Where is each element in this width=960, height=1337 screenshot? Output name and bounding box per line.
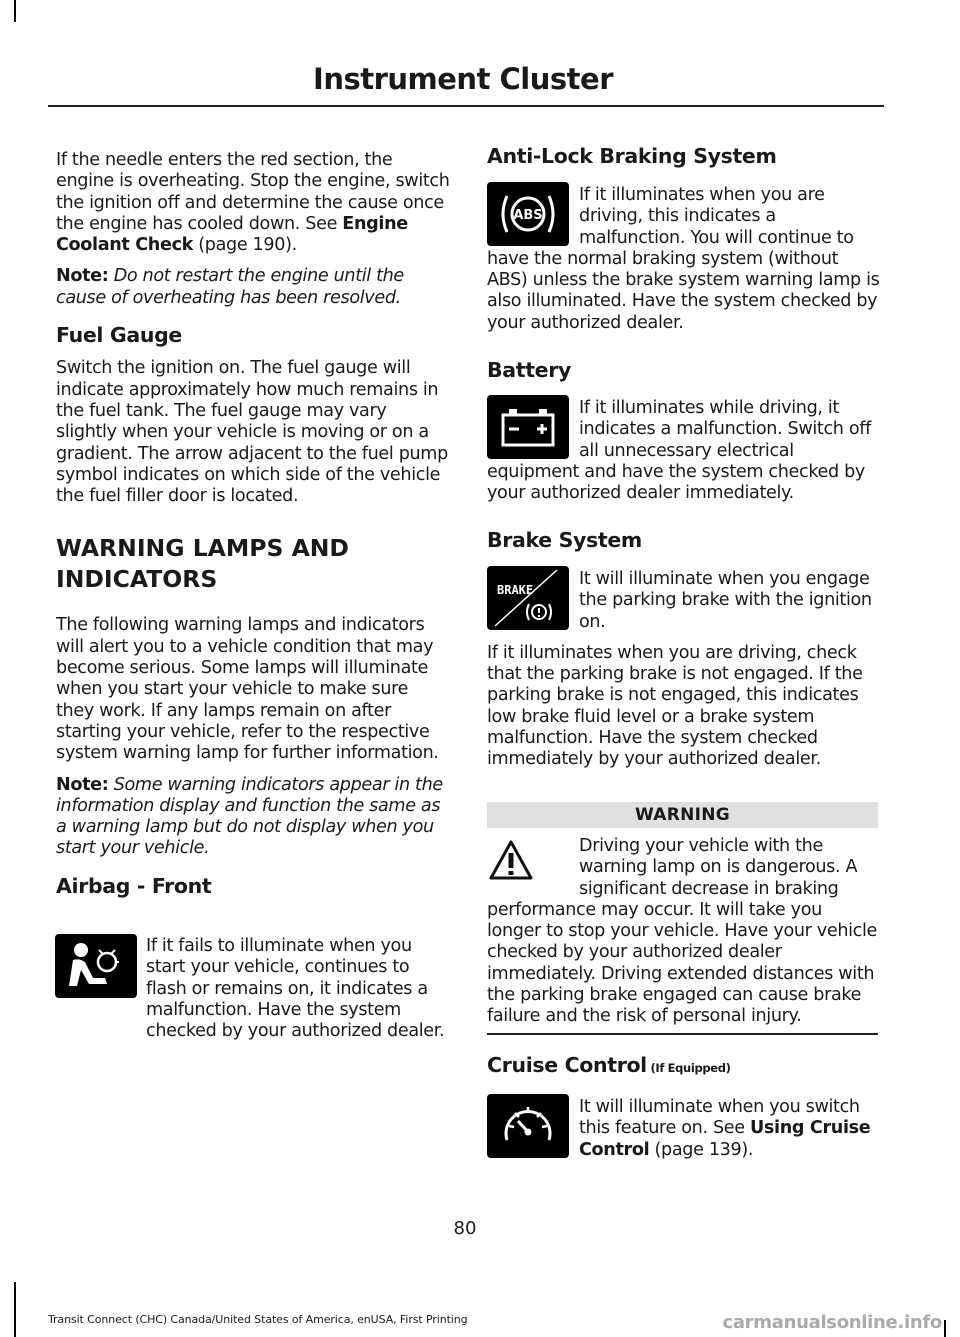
airbag-text: If it fails to illuminate when you start your vehicle, continues to flash or remains on, it indicates a malfunction. Have the system checked by your authorized dealer.: [146, 936, 445, 1042]
coolant-paragraph: If the needle enters the red section, the engine is overheating. Stop the engine, switch the ignition off and determine the cause once the engine has cooled down. See Engine Coolant Check (page 190).: [56, 150, 450, 256]
warning-lamps-heading-2: INDICATORS: [56, 565, 218, 594]
brake-text: It will illuminate when you engage the parking brake with the ignition on. If it illuminates when you are driving, check that the parking brake is not engaged. If the parking brake is not engaged, this indicates low brake fluid level or a brake system malfunction. Have the system checked immediately by your authorized dealer.: [487, 569, 872, 770]
crop-mark-top-left: [14, 0, 16, 22]
header-rule: [48, 105, 884, 107]
page-number: 80: [453, 1218, 477, 1239]
note-overheating: Note: Do not restart the engine until the cause of overheating has been resolved.: [56, 266, 404, 308]
fuel-gauge-heading: Fuel Gauge: [56, 323, 182, 348]
engine-coolant-link[interactable]: Engine Coolant Check: [56, 213, 408, 256]
crop-mark-bottom-right: [944, 1320, 946, 1337]
abs-icon-label: ABS: [513, 208, 543, 223]
using-cruise-control-link[interactable]: Using Cruise Control: [579, 1118, 871, 1160]
battery-heading: Battery: [487, 358, 571, 382]
cruise-text: It will illuminate when you switch this feature on. See Using Cruise Control (page 139).: [579, 1097, 871, 1160]
battery-heading-wrap: [487, 360, 880, 381]
brake-icon-label: BRAKE: [497, 583, 534, 597]
page-header-title: Instrument Cluster: [313, 62, 613, 96]
footer-text: Transit Connect (CHC) Canada/United States of America, enUSA, First Printing: [48, 1313, 468, 1326]
note-indicators: Note: Some warning indicators appear in the information display and function the same as a warning lamp but do not display when you start your vehicle.: [56, 774, 443, 859]
warning-lamps-heading-1: WARNING LAMPS AND: [56, 534, 349, 563]
crop-mark-bottom-left: [14, 1282, 16, 1337]
abs-text: If it illuminates when you are driving, this indicates a malfunction. You will continue to have the normal braking system (without ABS) unless the brake system warning lamp is also illuminated. Have the system checked by your authorized dealer.: [487, 185, 880, 333]
brake-heading: Brake System: [487, 528, 642, 552]
warning-text: Driving your vehicle with the warning lamp on is dangerous. A significant decrease in braking performance may occur. It will take you longer to stop your vehicle. Have your vehicle checked by your authorized dealer immediately. Driving extended distances with the parking brake engaged can cause brake failure and the risk of personal injury.: [487, 836, 878, 1027]
abs-heading: Anti-Lock Braking System: [487, 144, 777, 168]
battery-text: If it illuminates while driving, it indicates a malfunction. Switch off all unnecessary electrical equipment and have the system checked by your authorized dealer immediately.: [487, 398, 871, 504]
warning-rule: [487, 1033, 878, 1035]
watermark: carmanualsonline.info: [722, 1312, 942, 1333]
cruise-heading: Cruise Control (If Equipped): [487, 1053, 731, 1077]
left-column: [56, 150, 450, 897]
airbag-heading: Airbag - Front: [56, 873, 212, 898]
fuel-gauge-text: Switch the ignition on. The fuel gauge will indicate approximately how much remains in the fuel tank. The fuel gauge may vary slightly when your vehicle is moving or on a gradient. The arrow adjacent to the fuel pump symbol indicates on which side of the vehicle the fuel filler door is located.: [56, 358, 448, 507]
warning-label-bar: WARNING: [487, 802, 878, 828]
warning-lamps-text: The following warning lamps and indicators will alert you to a vehicle condition that may become serious. Some lamps will illuminate when you start your vehicle to make sure they work. If any lamps remain on after starting your vehicle, refer to the respective system warning lamp for further information.: [56, 615, 439, 764]
cruise-heading-wrap: [487, 1055, 880, 1079]
abs-section: [487, 146, 880, 167]
brake-heading-wrap: [487, 530, 880, 551]
